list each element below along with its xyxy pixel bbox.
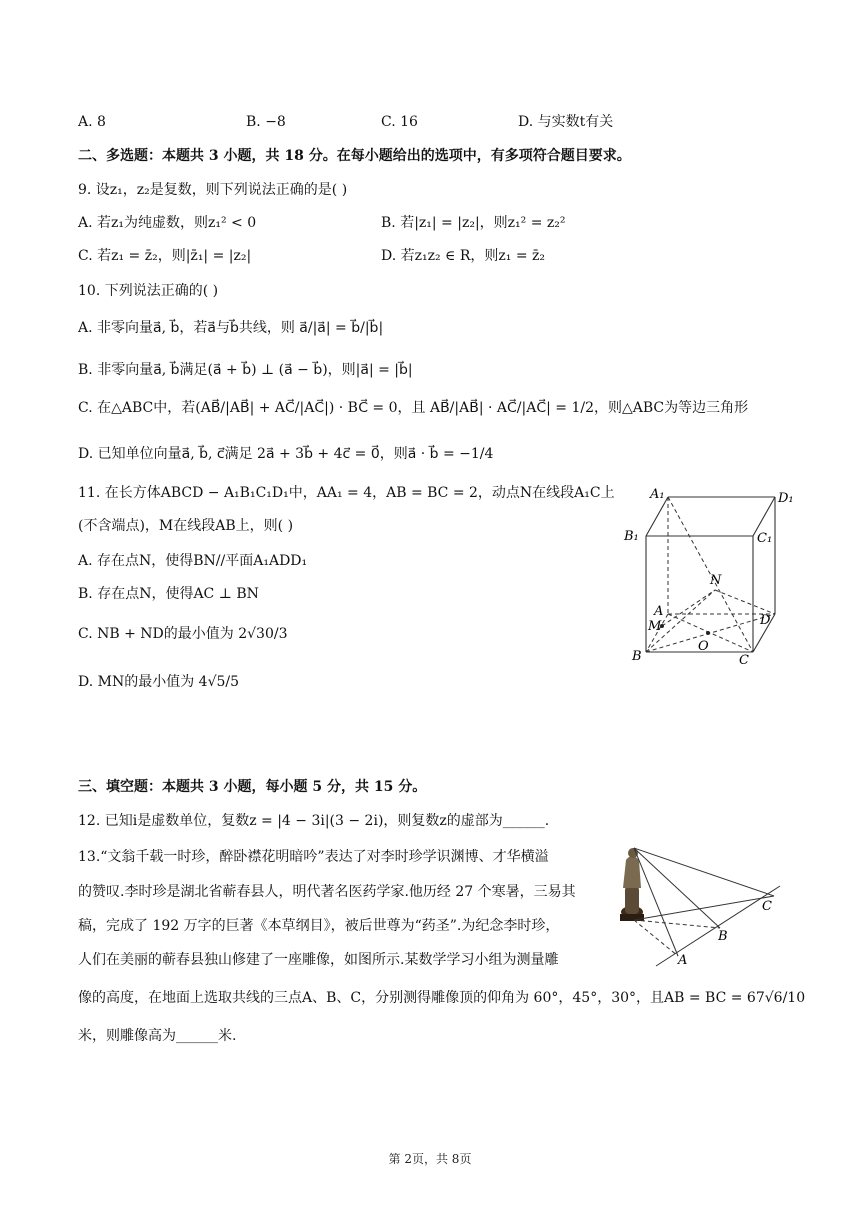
q10-option-a: A. 非零向量a⃗, b⃗，若a⃗与b⃗共线，则 a⃗/|a⃗| = b⃗/|b⃗| (78, 320, 384, 336)
q13-line5: 像的高度，在地面上选取共线的三点A、B、C，分别测得雕像顶的仰角为 60°，45°，30°，且AB = BC = 67√6/10 (78, 990, 806, 1006)
q9-stem: 9. 设z₁，z₂是复数，则下列说法正确的是( ) (78, 182, 348, 198)
label-c: C (739, 653, 749, 668)
q11-option-d: D. MN的最小值为 4√5/5 (78, 674, 240, 690)
statue-icon (620, 848, 644, 921)
q11-option-b: B. 存在点N，使得AC ⊥ BN (78, 586, 259, 602)
label-c1: C₁ (757, 531, 773, 546)
q13-line1: 13.“文翁千载一时珍，醉卧襟花明暗吟”表达了对李时珍学识渊博、才华横溢 (78, 849, 549, 865)
label-b: B (718, 929, 728, 944)
label-b: B (632, 649, 642, 664)
q10-option-c: C. 在△ABC中，若(AB⃗/|AB⃗| + AC⃗/|AC⃗|) · BC⃗ = 0，且 AB⃗/|AB⃗| · AC⃗/|AC⃗| = 1/2，则△ABC为等边三角形 (78, 400, 749, 416)
label-b1: B₁ (624, 529, 639, 544)
statue-figure (612, 838, 784, 970)
label-d1: D₁ (778, 491, 794, 506)
q8-option-d: D. 与实数t有关 (518, 114, 614, 130)
q9-option-a: A. 若z₁为纯虚数，则z₁² < 0 (78, 215, 257, 231)
cuboid-figure (620, 480, 794, 670)
q10-option-d: D. 已知单位向量a⃗, b⃗, c⃗满足 2a⃗ + 3b⃗ + 4c⃗ = 0⃗，则a⃗ · b⃗ = −1/4 (78, 446, 494, 462)
q9-option-c: C. 若z₁ = z̄₂，则|z̄₁| = |z₂| (78, 248, 252, 264)
label-o: O (698, 639, 709, 654)
q10-stem: 10. 下列说法正确的( ) (78, 283, 219, 299)
q8-option-c: C. 16 (381, 114, 418, 130)
label-d: D (760, 613, 771, 628)
label-n: N (710, 573, 722, 588)
q9-option-b: B. 若|z₁| = |z₂|，则z₁² = z₂² (381, 215, 566, 231)
q8-option-b: B. −8 (246, 114, 286, 130)
label-m: M (648, 619, 662, 634)
q13-line2: 的赞叹.李时珍是湖北省蕲春县人，明代著名医药学家.他历经 27 个寒暑，三易其 (78, 884, 576, 900)
section-heading-fill-blank: 三、填空题：本题共 3 小题，每小题 5 分，共 15 分。 (78, 779, 427, 795)
page-footer: 第 2页，共 8页 (388, 1152, 472, 1166)
label-c: C (762, 899, 772, 914)
q9-option-d: D. 若z₁z₂ ∈ R，则z₁ = z̄₂ (381, 248, 546, 264)
q12-text: 12. 已知i是虚数单位，复数z = |4 − 3i|(3 − 2i)，则复数z的虚部为______. (78, 813, 550, 829)
section-heading-multi-choice: 二、多选题：本题共 3 小题，共 18 分。在每小题给出的选项中，有多项符合题目要求。 (78, 148, 631, 164)
q11-option-a: A. 存在点N，使得BN//平面A₁ADD₁ (78, 553, 308, 569)
q13-line6: 米，则雕像高为______米. (78, 1028, 237, 1044)
q11-stem-line1: 11. 在长方体ABCD − A₁B₁C₁D₁中，AA₁ = 4，AB = BC = 2，动点N在线段A₁C上 (78, 485, 615, 501)
q10-option-b: B. 非零向量a⃗, b⃗满足(a⃗ + b⃗) ⊥ (a⃗ − b⃗)，则|a⃗| = |b⃗| (78, 362, 413, 378)
label-a: A (654, 604, 664, 619)
label-a1: A₁ (650, 487, 665, 502)
q13-line3: 稿，完成了 192 万字的巨著《本草纲目》，被后世尊为“药圣”.为纪念李时珍， (78, 918, 560, 934)
q11-stem-line2: (不含端点)，M在线段AB上，则( ) (78, 518, 294, 534)
q11-option-c: C. NB + ND的最小值为 2√30/3 (78, 626, 288, 642)
q13-line4: 人们在美丽的蕲春县独山修建了一座雕像，如图所示.某数学学习小组为测量雕 (78, 952, 559, 968)
label-a: A (678, 953, 688, 968)
q8-option-a: A. 8 (78, 114, 106, 130)
